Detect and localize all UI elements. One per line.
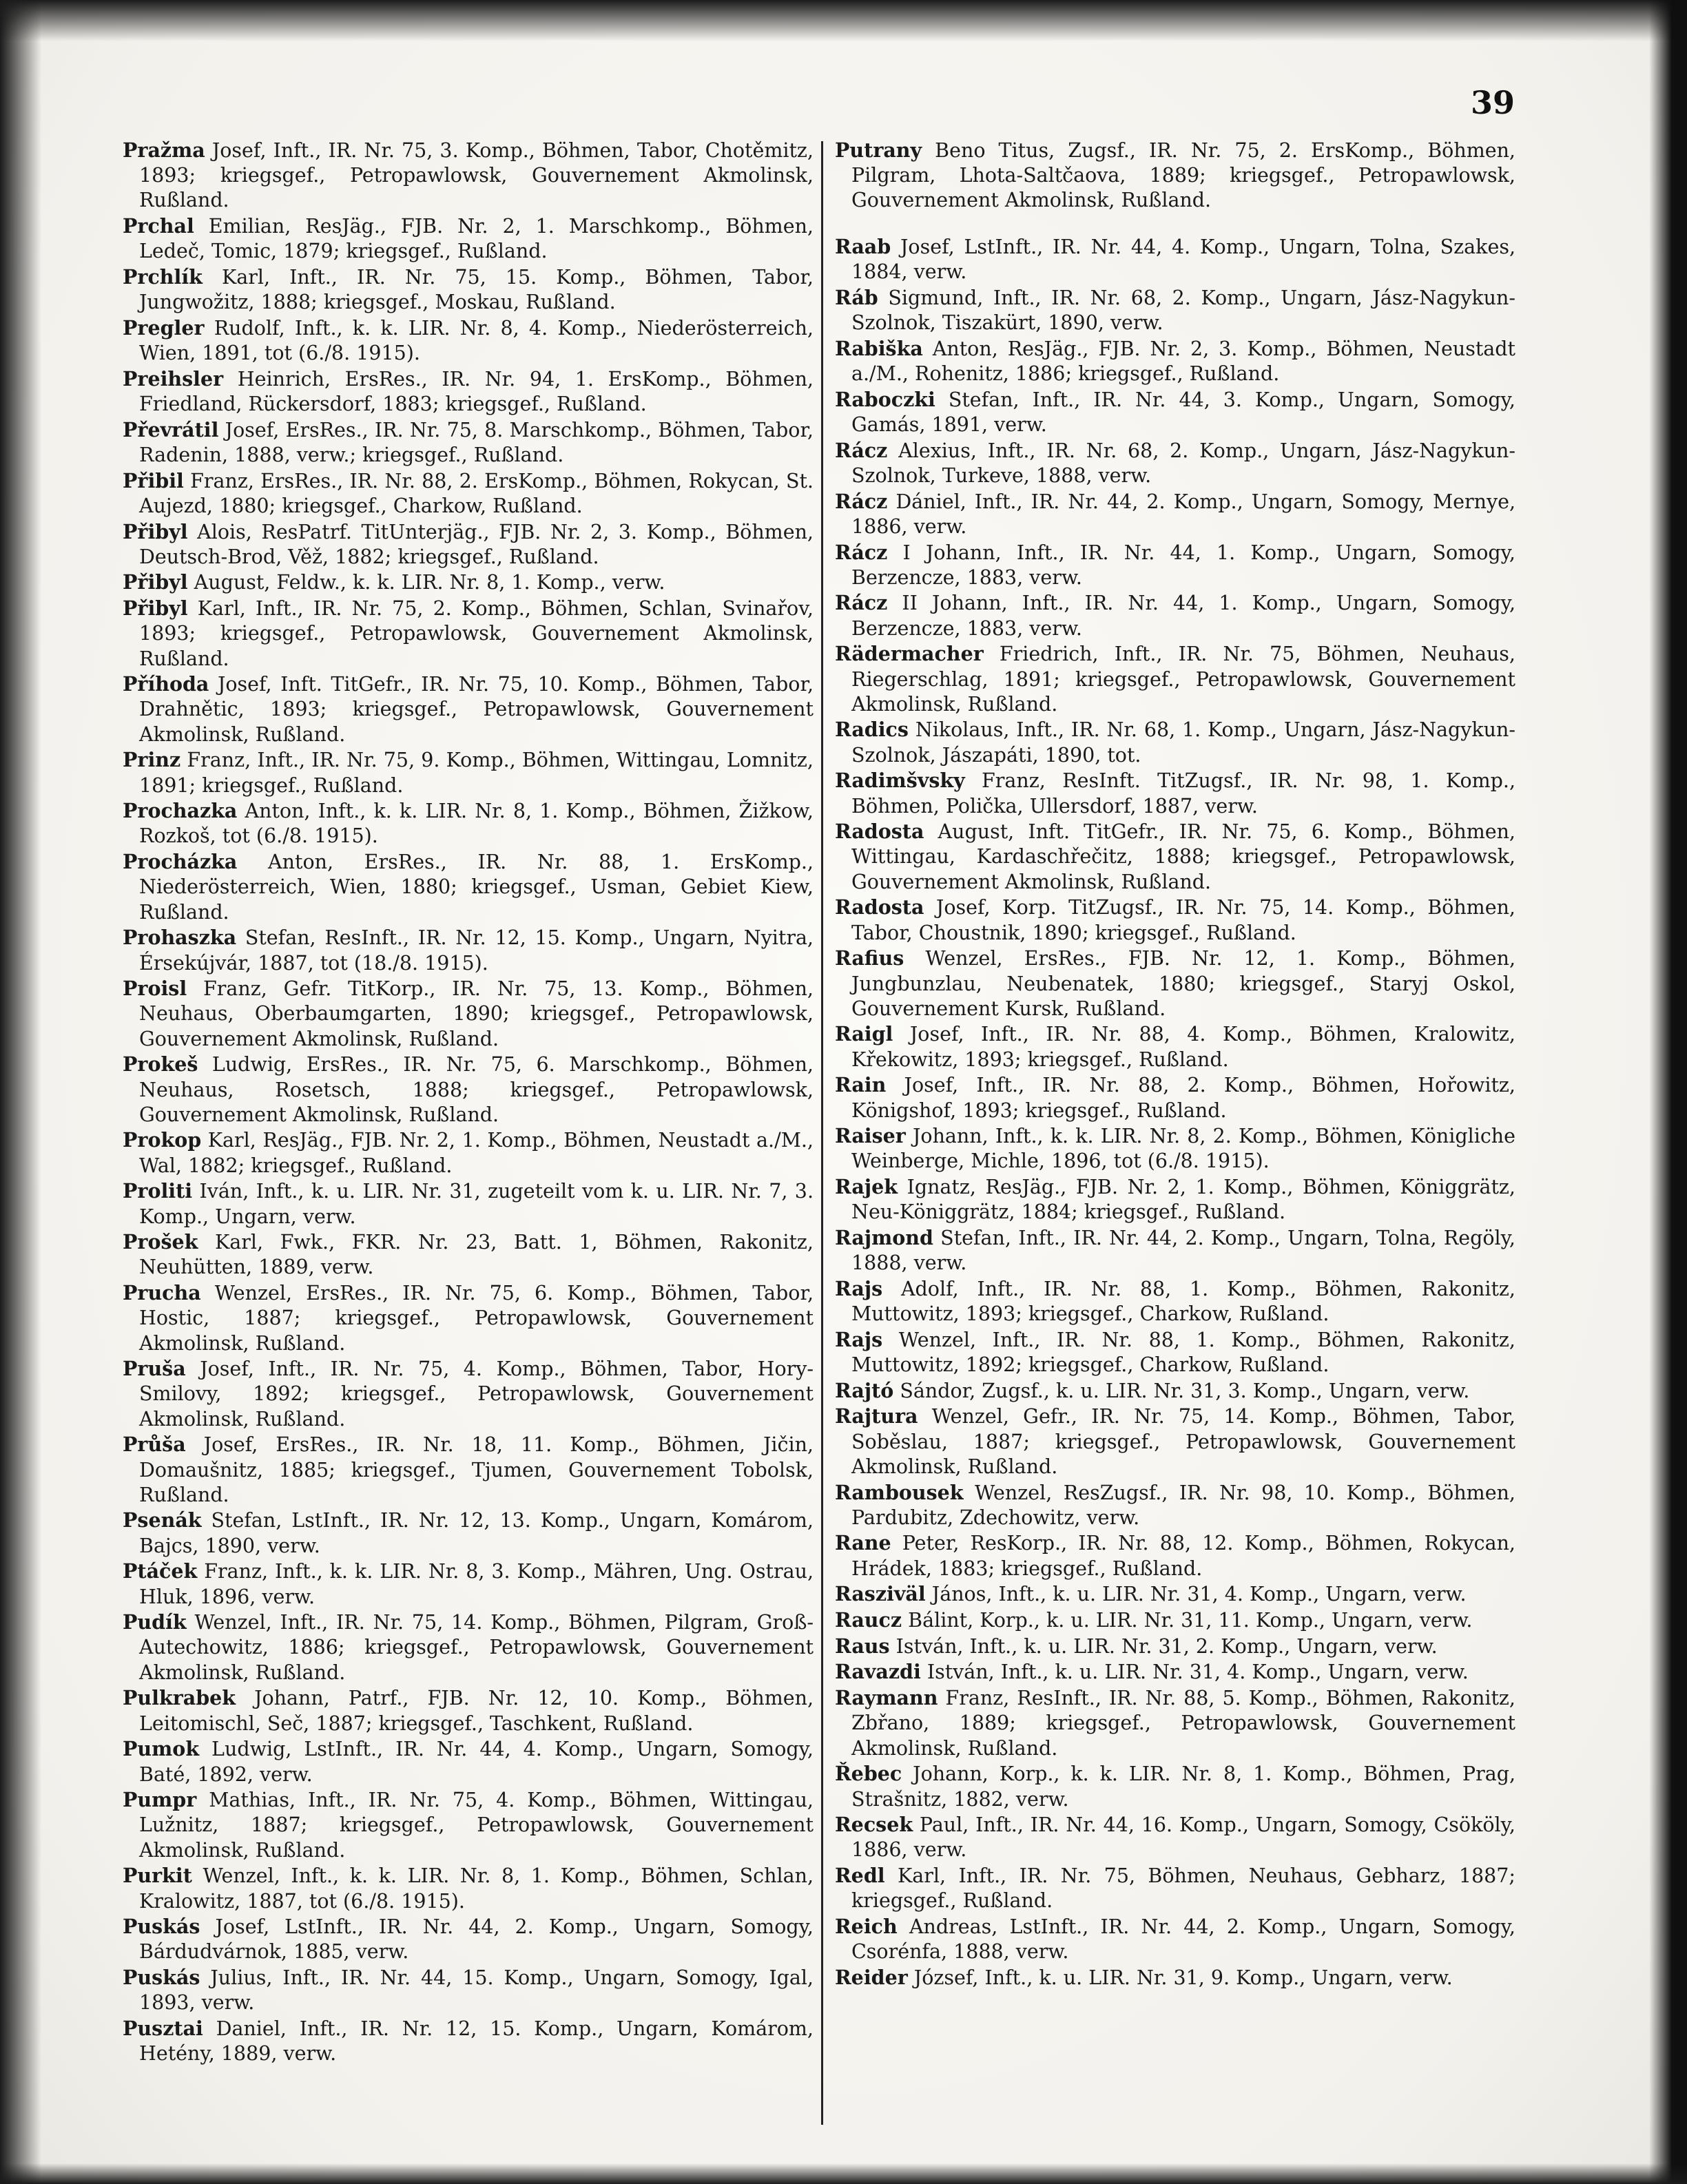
entry-details: Iván, Inft., k. u. LIR. Nr. 31, zugeteilt vom k. u. LIR. Nr. 7, 3. Komp., Ungarn, verw. bbox=[139, 1180, 814, 1228]
entry-surname: Rain bbox=[835, 1073, 887, 1097]
entry-surname: Raboczki bbox=[835, 387, 935, 411]
entry-surname: Procházka bbox=[123, 850, 238, 874]
list-entry bbox=[123, 1610, 814, 1685]
entry-surname: Prinz bbox=[123, 748, 181, 772]
list-entry bbox=[835, 1480, 1515, 1530]
entry-details: Sándor, Zugsf., k. u. LIR. Nr. 31, 3. Komp., Ungarn, verw. bbox=[893, 1379, 1470, 1402]
entry-surname: Prucha bbox=[123, 1281, 201, 1305]
list-entry bbox=[835, 1174, 1515, 1225]
list-entry bbox=[835, 1581, 1515, 1607]
entry-surname: Preihsler bbox=[123, 366, 224, 391]
entry-surname: Raab bbox=[835, 235, 891, 259]
entry-details: Ludwig, ErsRes., IR. Nr. 75, 6. Marschkomp., Böhmen, Neuhaus, Rosetsch, 1888; kriegsgef., Petropawlowsk, Gouvernement Akmolinsk, Rußland. bbox=[139, 1053, 814, 1126]
entry-surname: Raymann bbox=[835, 1686, 938, 1710]
right-column bbox=[835, 138, 1515, 1991]
entry-surname: Prohaszka bbox=[123, 926, 237, 950]
entry-details: Mathias, Inft., IR. Nr. 75, 4. Komp., Böhmen, Wittingau, Lužnitz, 1887; kriegsgef., Petropawlowsk, Gouvernement Akmolinsk, Rußland. bbox=[139, 1789, 814, 1862]
entry-surname: Příhoda bbox=[123, 672, 209, 696]
entry-surname: Prokeš bbox=[123, 1052, 198, 1077]
entry-surname: Rajek bbox=[835, 1175, 898, 1199]
entry-surname: Rajs bbox=[835, 1327, 883, 1351]
entry-surname: Přibyl bbox=[123, 519, 188, 543]
entry-details: I Johann, Inft., IR. Nr. 44, 1. Komp., Ungarn, Somogy, Berzencze, 1883, verw. bbox=[851, 541, 1515, 589]
entry-details: Franz, Inft., k. k. LIR. Nr. 8, 3. Komp., Mähren, Ung. Ostrau, Hluk, 1896, verw. bbox=[139, 1560, 814, 1608]
entry-details: Stefan, Inft., IR. Nr. 44, 2. Komp., Ungarn, Tolna, Regöly, 1888, verw. bbox=[851, 1227, 1515, 1275]
list-entry bbox=[835, 234, 1515, 284]
list-entry bbox=[123, 1127, 814, 1178]
list-entry bbox=[835, 1404, 1515, 1479]
list-entry bbox=[123, 1432, 814, 1508]
entry-surname: Reider bbox=[835, 1965, 908, 1989]
entry-details: Bálint, Korp., k. u. LIR. Nr. 31, 11. Komp., Ungarn, verw. bbox=[902, 1609, 1473, 1632]
list-entry bbox=[123, 1863, 814, 1913]
entry-surname: Převrátil bbox=[123, 417, 219, 441]
entry-details: János, Inft., k. u. LIR. Nr. 31, 4. Komp., Ungarn, verw. bbox=[925, 1583, 1467, 1606]
entry-details: Johann, Patrf., FJB. Nr. 12, 10. Komp., Böhmen, Leitomischl, Seč, 1887; kriegsgef., Taschkent, Rußland. bbox=[139, 1687, 814, 1735]
entry-surname: Prchal bbox=[123, 214, 194, 238]
entry-surname: Radimšvsky bbox=[835, 769, 965, 793]
entry-surname: Purkit bbox=[123, 1864, 192, 1888]
list-entry bbox=[123, 366, 814, 417]
list-entry bbox=[835, 641, 1515, 717]
entry-details: Josef, Inft., IR. Nr. 75, 4. Komp., Böhmen, Tabor, Hory-Smilovy, 1892; kriegsgef., Petropawlowsk, Gouvernement Akmolinsk, Rußland. bbox=[139, 1358, 814, 1431]
entry-details: Beno Titus, Zugsf., IR. Nr. 75, 2. ErsKomp., Böhmen, Pilgram, Lhota-Saltčaova, 1889; kriegsgef., Petropawlowsk, Gouvernement Akmolinsk, Rußland. bbox=[851, 139, 1515, 212]
entry-details: Stefan, LstInft., IR. Nr. 12, 13. Komp., Ungarn, Komárom, Bajcs, 1890, verw. bbox=[139, 1509, 814, 1557]
entry-details: Ludwig, LstInft., IR. Nr. 44, 4. Komp., Ungarn, Somogy, Baté, 1892, verw. bbox=[139, 1738, 814, 1786]
list-entry bbox=[835, 1914, 1515, 1964]
entry-details: István, Inft., k. u. LIR. Nr. 31, 2. Komp., Ungarn, verw. bbox=[889, 1634, 1438, 1658]
entry-surname: Psenák bbox=[123, 1508, 202, 1532]
entry-details: Josef, Korp. TitZugsf., IR. Nr. 75, 14. Komp., Böhmen, Tabor, Choustnik, 1890; kriegsgef., Rußland. bbox=[851, 896, 1515, 944]
entry-surname: Rasziväl bbox=[835, 1582, 926, 1606]
entry-surname: Pusztai bbox=[123, 2017, 203, 2041]
list-entry bbox=[835, 1863, 1515, 1913]
list-entry bbox=[123, 596, 814, 672]
entry-details: Franz, ResInft. TitZugsf., IR. Nr. 98, 1. Komp., Böhmen, Polička, Ullersdorf, 1887, verw. bbox=[851, 769, 1515, 818]
list-entry bbox=[835, 1659, 1515, 1685]
entry-details: Alois, ResPatrf. TitUnterjäg., FJB. Nr. 2, 3. Komp., Böhmen, Deutsch-Brod, Věž, 1882; kriegsgef., Rußland. bbox=[139, 520, 814, 568]
list-entry bbox=[123, 1787, 814, 1863]
entry-details: August, Inft. TitGefr., IR. Nr. 75, 6. Komp., Böhmen, Wittingau, Kardaschřečitz, 1888; kriegsgef., Petropawlowsk, Gouvernement Akmolinsk, Rußland. bbox=[851, 820, 1515, 893]
list-entry bbox=[835, 1225, 1515, 1276]
entry-surname: Přibyl bbox=[123, 570, 188, 594]
list-entry bbox=[835, 1685, 1515, 1761]
entry-details: Anton, ResJäg., FJB. Nr. 2, 3. Komp., Böhmen, Neustadt a./M., Rohenitz, 1886; kriegsgef., Rußland. bbox=[851, 337, 1515, 386]
entry-surname: Redl bbox=[835, 1864, 885, 1888]
list-entry bbox=[123, 925, 814, 975]
scan-edge-left bbox=[0, 0, 41, 2184]
list-entry bbox=[835, 590, 1515, 641]
list-entry bbox=[123, 1685, 814, 1736]
list-entry bbox=[123, 315, 814, 366]
entry-details: Heinrich, ErsRes., IR. Nr. 94, 1. ErsKomp., Böhmen, Friedland, Rückersdorf, 1883; kriegsgef., Rußland. bbox=[139, 367, 814, 416]
list-entry bbox=[835, 1634, 1515, 1659]
entry-surname: Puskás bbox=[123, 1966, 200, 1990]
list-entry bbox=[123, 264, 814, 315]
list-entry bbox=[123, 570, 814, 595]
entry-surname: Rajmond bbox=[835, 1226, 933, 1250]
list-entry bbox=[835, 895, 1515, 945]
list-entry bbox=[123, 138, 814, 214]
entry-surname: Radics bbox=[835, 718, 909, 742]
scan-edge-right bbox=[1649, 0, 1687, 2184]
left-column bbox=[123, 138, 814, 2067]
list-entry bbox=[123, 1736, 814, 1787]
list-entry bbox=[123, 468, 814, 519]
list-entry bbox=[123, 214, 814, 264]
entry-surname: Puskás bbox=[123, 1915, 200, 1939]
entry-surname: Putrany bbox=[835, 138, 922, 162]
list-entry bbox=[123, 1280, 814, 1356]
list-entry bbox=[123, 1178, 814, 1229]
entry-details: Josef, Inft., IR. Nr. 75, 3. Komp., Böhmen, Tabor, Chotěmitz, 1893; kriegsgef., Petropawlowsk, Gouvernement Akmolinsk, Rußland. bbox=[139, 139, 814, 212]
list-entry bbox=[123, 1052, 814, 1127]
entry-surname: Pulkrabek bbox=[123, 1686, 236, 1710]
entry-surname: Rajtó bbox=[835, 1378, 894, 1402]
entry-details: Stefan, ResInft., IR. Nr. 12, 15. Komp., Ungarn, Nyitra, Érsekújvár, 1887, tot (18./8. 1915). bbox=[139, 926, 814, 975]
entry-details: Wenzel, ErsRes., FJB. Nr. 12, 1. Komp., Böhmen, Jungbunzlau, Neubenatek, 1880; kriegsgef., Staryj Oskol, Gouvernement Kursk, Rußland. bbox=[851, 947, 1515, 1020]
entry-details: Karl, Fwk., FKR. Nr. 23, Batt. 1, Böhmen, Rakonitz, Neuhütten, 1889, verw. bbox=[139, 1231, 814, 1279]
section-gap bbox=[835, 214, 1515, 234]
entry-details: Adolf, Inft., IR. Nr. 88, 1. Komp., Böhmen, Rakonitz, Muttowitz, 1893; kriegsgef., Charkow, Rußland. bbox=[851, 1277, 1515, 1326]
list-entry bbox=[123, 798, 814, 849]
entry-surname: Pumok bbox=[123, 1737, 200, 1761]
list-entry bbox=[123, 417, 814, 468]
entry-details: Josef, ErsRes., IR. Nr. 18, 11. Komp., Böhmen, Jičin, Domaušnitz, 1885; kriegsgef., Tjumen, Gouvernement Tobolsk, Rußland. bbox=[139, 1433, 814, 1506]
list-entry bbox=[835, 1761, 1515, 1811]
list-entry bbox=[835, 336, 1515, 386]
entry-surname: Radosta bbox=[835, 820, 924, 844]
entry-details: Josef, LstInft., IR. Nr. 44, 4. Komp., Ungarn, Tolna, Szakes, 1884, verw. bbox=[851, 236, 1515, 284]
entry-details: Wenzel, ErsRes., IR. Nr. 75, 6. Komp., Böhmen, Tabor, Hostic, 1887; kriegsgef., Petropawlowsk, Gouvernement Akmolinsk, Rußland. bbox=[139, 1282, 814, 1355]
entry-details: Karl, Inft., IR. Nr. 75, 15. Komp., Böhmen, Tabor, Jungwožitz, 1888; kriegsgef., Moskau, Rußland. bbox=[139, 266, 814, 314]
entry-details: Rudolf, Inft., k. k. LIR. Nr. 8, 4. Komp., Niederösterreich, Wien, 1891, tot (6./8. 1915). bbox=[139, 316, 814, 365]
entry-surname: Rácz bbox=[835, 540, 888, 564]
list-entry bbox=[123, 849, 814, 925]
list-entry bbox=[835, 1072, 1515, 1123]
entry-details: Peter, ResKorp., IR. Nr. 88, 12. Komp., Böhmen, Rokycan, Hrádek, 1883; kriegsgef., Rußland. bbox=[851, 1532, 1515, 1580]
entry-details: Sigmund, Inft., IR. Nr. 68, 2. Komp., Ungarn, Jász-Nagykun-Szolnok, Tiszakürt, 1890, verw. bbox=[851, 287, 1515, 335]
list-entry bbox=[835, 1608, 1515, 1633]
list-entry bbox=[835, 285, 1515, 335]
entry-surname: Rajs bbox=[835, 1276, 883, 1300]
entry-details: Wenzel, Inft., IR. Nr. 88, 1. Komp., Böhmen, Rakonitz, Muttowitz, 1892; kriegsgef., Charkow, Rußland. bbox=[851, 1328, 1515, 1377]
entry-details: Karl, Inft., IR. Nr. 75, 2. Komp., Böhmen, Schlan, Svinařov, 1893; kriegsgef., Petropawlowsk, Gouvernement Akmolinsk, Rußland. bbox=[139, 597, 814, 670]
list-entry bbox=[835, 438, 1515, 488]
entry-surname: Raigl bbox=[835, 1022, 893, 1046]
entry-surname: Ptáček bbox=[123, 1559, 198, 1583]
entry-details: Stefan, Inft., IR. Nr. 44, 3. Komp., Ungarn, Somogy, Gamás, 1891, verw. bbox=[851, 388, 1515, 437]
list-entry bbox=[835, 819, 1515, 895]
entry-surname: Průša bbox=[123, 1433, 186, 1457]
entry-surname: Raiser bbox=[835, 1124, 906, 1148]
entry-details: Wenzel, Inft., k. k. LIR. Nr. 8, 1. Komp., Böhmen, Schlan, Kralowitz, 1887, tot (6./8. 1915). bbox=[139, 1864, 814, 1913]
entry-details: Friedrich, Inft., IR. Nr. 75, Böhmen, Neuhaus, Riegerschlag, 1891; kriegsgef., Petropawlowsk, Gouvernement Akmolinsk, Rußland. bbox=[851, 643, 1515, 716]
list-entry bbox=[835, 1327, 1515, 1377]
list-entry bbox=[123, 519, 814, 570]
list-entry bbox=[123, 2016, 814, 2066]
entry-details: Karl, Inft., IR. Nr. 75, Böhmen, Neuhaus, Gebharz, 1887; kriegsgef., Rußland. bbox=[851, 1864, 1515, 1913]
entry-surname: Raus bbox=[835, 1634, 890, 1658]
entry-surname: Raucz bbox=[835, 1608, 902, 1632]
entry-surname: Pregler bbox=[123, 315, 205, 340]
list-entry bbox=[123, 1559, 814, 1609]
entry-surname: Rácz bbox=[835, 438, 888, 462]
list-entry bbox=[835, 946, 1515, 1021]
entry-details: Johann, Korp., k. k. LIR. Nr. 8, 1. Komp., Böhmen, Prag, Strašnitz, 1882, verw. bbox=[851, 1762, 1515, 1811]
list-entry bbox=[835, 1123, 1515, 1174]
entry-surname: Rambousek bbox=[835, 1480, 964, 1504]
list-entry bbox=[835, 768, 1515, 818]
list-entry bbox=[123, 747, 814, 798]
scan-edge-bottom bbox=[0, 2163, 1687, 2184]
list-entry bbox=[123, 976, 814, 1052]
entry-surname: Rafius bbox=[835, 946, 904, 970]
scan-edge-top bbox=[0, 0, 1687, 41]
entry-details: Nikolaus, Inft., IR. Nr. 68, 1. Komp., Ungarn, Jász-Nagykun-Szolnok, Jászapáti, 1890, tot. bbox=[851, 718, 1515, 767]
entry-details: Emilian, ResJäg., FJB. Nr. 2, 1. Marschkomp., Böhmen, Ledeč, Tomic, 1879; kriegsgef., Rußland. bbox=[139, 215, 814, 263]
entry-details: Wenzel, Gefr., IR. Nr. 75, 14. Komp., Böhmen, Tabor, Soběslau, 1887; kriegsgef., Petropawlowsk, Gouvernement Akmolinsk, Rußland. bbox=[851, 1405, 1515, 1478]
list-entry bbox=[835, 717, 1515, 767]
entry-surname: Rane bbox=[835, 1531, 891, 1555]
entry-details: Josef, Inft., IR. Nr. 88, 4. Komp., Böhmen, Kralowitz, Křekowitz, 1893; kriegsgef., Rußland. bbox=[851, 1023, 1515, 1071]
entry-surname: Radosta bbox=[835, 895, 924, 919]
entry-details: Andreas, LstInft., IR. Nr. 44, 2. Komp., Ungarn, Somogy, Csorénfa, 1888, verw. bbox=[851, 1915, 1515, 1964]
list-entry bbox=[123, 1914, 814, 1964]
entry-details: Anton, ErsRes., IR. Nr. 88, 1. ErsKomp., Niederösterreich, Wien, 1880; kriegsgef., Usman, Gebiet Kiew, Rußland. bbox=[139, 851, 814, 924]
entry-surname: Rácz bbox=[835, 591, 888, 615]
list-entry bbox=[123, 1508, 814, 1558]
entry-details: Franz, ResInft., IR. Nr. 88, 5. Komp., Böhmen, Rakonitz, Zbřano, 1889; kriegsgef., Petropawlowsk, Gouvernement Akmolinsk, Rußland. bbox=[851, 1687, 1515, 1760]
entry-details: Julius, Inft., IR. Nr. 44, 15. Komp., Ungarn, Somogy, Igal, 1893, verw. bbox=[139, 1966, 814, 2015]
entry-surname: Rädermacher bbox=[835, 642, 984, 666]
list-entry bbox=[835, 1021, 1515, 1072]
list-entry bbox=[835, 1378, 1515, 1404]
entry-details: Paul, Inft., IR. Nr. 44, 16. Komp., Ungarn, Somogy, Csököly, 1886, verw. bbox=[851, 1813, 1515, 1862]
entry-surname: Ravazdi bbox=[835, 1660, 921, 1684]
entry-surname: Pudík bbox=[123, 1610, 187, 1634]
entry-surname: Pumpr bbox=[123, 1788, 197, 1812]
entry-details: Ignatz, ResJäg., FJB. Nr. 2, 1. Komp., Böhmen, Königgrätz, Neu-Königgrätz, 1884; kriegsgef., Rußland. bbox=[851, 1176, 1515, 1224]
list-entry bbox=[835, 540, 1515, 590]
list-entry bbox=[835, 489, 1515, 539]
page-number: 39 bbox=[1470, 84, 1515, 121]
entry-details: Josef, Inft. TitGefr., IR. Nr. 75, 10. Komp., Böhmen, Tabor, Drahnětic, 1893; kriegsgef., Petropawlowsk, Gouvernement Akmolinsk, Rußland. bbox=[139, 673, 814, 746]
entry-surname: Prokop bbox=[123, 1128, 202, 1152]
entry-details: Daniel, Inft., IR. Nr. 12, 15. Komp., Ungarn, Komárom, Hetény, 1889, verw. bbox=[139, 2017, 814, 2066]
entry-details: Franz, Gefr. TitKorp., IR. Nr. 75, 13. Komp., Böhmen, Neuhaus, Oberbaumgarten, 1890; kriegsgef., Petropawlowsk, Gouvernement Akmolinsk, Rußland. bbox=[139, 977, 814, 1050]
entry-details: Karl, ResJäg., FJB. Nr. 2, 1. Komp., Böhmen, Neustadt a./M., Wal, 1882; kriegsgef., Rußland. bbox=[139, 1129, 814, 1177]
entry-details: Wenzel, ResZugsf., IR. Nr. 98, 10. Komp., Böhmen, Pardubitz, Zdechowitz, verw. bbox=[851, 1481, 1515, 1529]
entry-surname: Rácz bbox=[835, 489, 888, 513]
entry-details: Josef, ErsRes., IR. Nr. 75, 8. Marschkomp., Böhmen, Tabor, Radenin, 1888, verw.; kriegsgef., Rußland. bbox=[139, 418, 814, 466]
entry-surname: Řebec bbox=[835, 1762, 902, 1786]
entry-surname: Proisl bbox=[123, 977, 187, 1001]
entry-surname: Prochazka bbox=[123, 799, 238, 823]
entry-details: Josef, LstInft., IR. Nr. 44, 2. Komp., Ungarn, Somogy, Bárdudvárnok, 1885, verw. bbox=[139, 1915, 814, 1964]
column-divider bbox=[821, 141, 823, 2125]
entry-surname: Rabiška bbox=[835, 336, 923, 360]
entry-surname: Prchlík bbox=[123, 265, 203, 289]
entry-details: Anton, Inft., k. k. LIR. Nr. 8, 1. Komp., Böhmen, Žižkow, Rozkoš, tot (6./8. 1915). bbox=[139, 800, 814, 848]
list-entry bbox=[835, 387, 1515, 437]
entry-surname: Přibyl bbox=[123, 596, 188, 621]
entry-details: Josef, Inft., IR. Nr. 88, 2. Komp., Böhmen, Hořowitz, Königshof, 1893; kriegsgef., Rußland. bbox=[851, 1074, 1515, 1122]
entry-surname: Reich bbox=[835, 1915, 898, 1939]
entry-details: Johann, Inft., k. k. LIR. Nr. 8, 2. Komp., Böhmen, Königliche Weinberge, Michle, 1896, tot (6./8. 1915). bbox=[851, 1125, 1515, 1173]
list-entry bbox=[123, 1356, 814, 1432]
list-entry bbox=[835, 1530, 1515, 1581]
entry-details: II Johann, Inft., IR. Nr. 44, 1. Komp., Ungarn, Somogy, Berzencze, 1883, verw. bbox=[851, 592, 1515, 640]
list-entry bbox=[123, 672, 814, 747]
list-entry bbox=[835, 1276, 1515, 1327]
entry-details: István, Inft., k. u. LIR. Nr. 31, 4. Komp., Ungarn, verw. bbox=[920, 1661, 1469, 1684]
entry-details: József, Inft., k. u. LIR. Nr. 31, 9. Komp., Ungarn, verw. bbox=[907, 1966, 1453, 1989]
entry-details: Wenzel, Inft., IR. Nr. 75, 14. Komp., Böhmen, Pilgram, Groß-Autechowitz, 1886; kriegsgef., Petropawlowsk, Gouvernement Akmolinsk, Rußland. bbox=[139, 1611, 814, 1684]
entry-details: Franz, Inft., IR. Nr. 75, 9. Komp., Böhmen, Wittingau, Lomnitz, 1891; kriegsgef., Rußland. bbox=[139, 749, 814, 797]
entry-surname: Proliti bbox=[123, 1179, 193, 1203]
entry-details: Alexius, Inft., IR. Nr. 68, 2. Komp., Ungarn, Jász-Nagykun-Szolnok, Turkeve, 1888, verw. bbox=[851, 439, 1515, 487]
entry-surname: Prošek bbox=[123, 1230, 198, 1254]
entry-details: Franz, ErsRes., IR. Nr. 88, 2. ErsKomp., Böhmen, Rokycan, St. Aujezd, 1880; kriegsgef., Charkow, Rußland. bbox=[139, 469, 814, 517]
entry-surname: Pruša bbox=[123, 1357, 186, 1381]
entry-surname: Recsek bbox=[835, 1813, 913, 1837]
entry-surname: Přibil bbox=[123, 468, 184, 492]
entry-surname: Rajtura bbox=[835, 1404, 918, 1428]
entry-surname: Pražma bbox=[123, 138, 205, 162]
entry-details: August, Feldw., k. k. LIR. Nr. 8, 1. Komp., verw. bbox=[187, 571, 665, 594]
list-entry bbox=[835, 138, 1515, 214]
list-entry bbox=[123, 1965, 814, 2015]
list-entry bbox=[835, 1812, 1515, 1862]
list-entry bbox=[123, 1229, 814, 1280]
entry-details: Dániel, Inft., IR. Nr. 44, 2. Komp., Ungarn, Somogy, Mernye, 1886, verw. bbox=[851, 490, 1515, 538]
entry-surname: Ráb bbox=[835, 286, 878, 310]
list-entry bbox=[835, 1965, 1515, 1990]
